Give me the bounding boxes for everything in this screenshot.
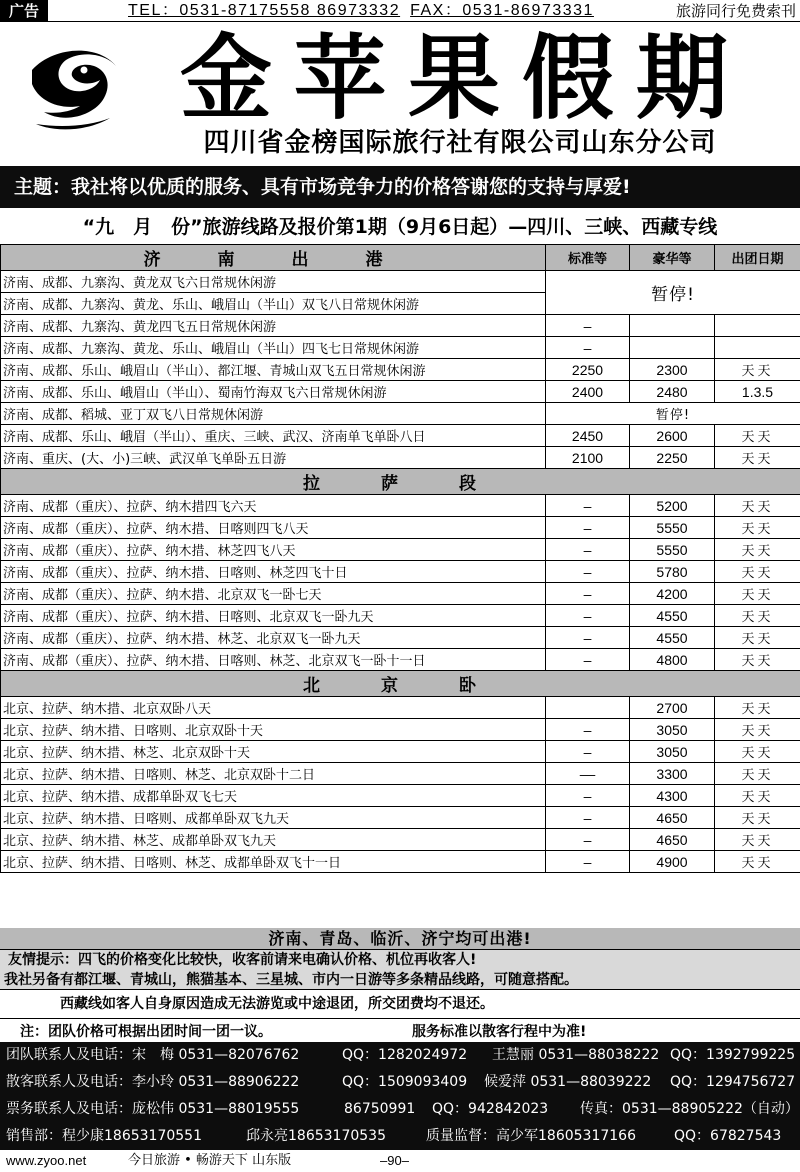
route-name: 济南、成都（重庆）、拉萨、纳木措、林芝四飞八天: [1, 539, 546, 561]
table-row: [1, 495, 800, 517]
price-deluxe: 4200: [630, 583, 715, 605]
price-standard: 2450: [546, 425, 630, 447]
suspended-note: 暂停!: [546, 271, 800, 315]
price-standard: –: [546, 785, 630, 807]
contact-primary: 票务联系人及电话：庞松伟 0531—88019555: [6, 1101, 300, 1117]
route-name: 济南、重庆、(大、小)三峡、武汉单飞单卧五日游: [1, 447, 546, 469]
depart-date: 天天: [715, 649, 800, 671]
table-row: [1, 271, 800, 293]
swan-logo-icon: [24, 40, 124, 136]
group-price-note: 注：团队价格可根据出团时间一团一议。: [20, 1024, 272, 1040]
sales-contact-2: 邱永亮18653170535: [246, 1128, 386, 1144]
depart-date: [715, 337, 800, 359]
section-title: 拉 萨 段: [1, 469, 800, 495]
contact-row-individual: [0, 1069, 800, 1096]
theme-banner: 主题：我社将以优质的服务、具有市场竞争力的价格答谢您的支持与厚爱!: [0, 166, 800, 208]
section-header-beijing: [1, 671, 800, 697]
depart-date: 天天: [715, 627, 800, 649]
section-title: 北 京 卧: [1, 671, 800, 697]
price-standard: –: [546, 649, 630, 671]
route-price-table: [0, 244, 800, 873]
depart-date: 天天: [715, 561, 800, 583]
price-deluxe: 4650: [630, 829, 715, 851]
price-deluxe: 3050: [630, 741, 715, 763]
depart-date: 天天: [715, 741, 800, 763]
page-number: –90–: [380, 1153, 409, 1168]
contact-secondary: 候爱萍 0531—88039222: [484, 1074, 652, 1090]
price-standard: –: [546, 495, 630, 517]
price-deluxe: 2700: [630, 697, 715, 719]
contact-row-group: [0, 1042, 800, 1069]
price-standard: ––: [546, 763, 630, 785]
price-standard: –: [546, 719, 630, 741]
tibet-refund-note: 西藏线如客人自身原因造成无法游览或中途退团，所交团费均不退还。: [60, 996, 494, 1012]
depart-date: 天天: [715, 829, 800, 851]
table-row: [1, 741, 800, 763]
contact-qq: QQ：1392799225: [670, 1047, 796, 1063]
route-name: 济南、成都（重庆）、拉萨、纳木措、日喀则四飞八天: [1, 517, 546, 539]
table-row: [1, 851, 800, 873]
table-row: [1, 763, 800, 785]
price-standard: –: [546, 851, 630, 873]
publication-slogan: 今日旅游 • 畅游天下 山东版: [128, 1153, 292, 1168]
table-row: [1, 605, 800, 627]
contact-phone-alt: 86750991: [344, 1101, 416, 1117]
contact-qq: QQ：1282024972: [342, 1047, 468, 1063]
price-deluxe: 4800: [630, 649, 715, 671]
table-row: [1, 517, 800, 539]
route-name: 济南、成都（重庆）、拉萨、纳木措、日喀则、北京双飞一卧九天: [1, 605, 546, 627]
price-deluxe: 2250: [630, 447, 715, 469]
contact-qq: QQ：942842023: [432, 1101, 549, 1117]
route-name: 北京、拉萨、纳木措、日喀则、林芝、成都单卧双飞十一日: [1, 851, 546, 873]
depart-date: 天天: [715, 719, 800, 741]
table-row: [1, 403, 800, 425]
sales-contact: 销售部：程少康18653170551: [6, 1128, 202, 1144]
contacts-panel: [0, 1042, 800, 1150]
price-deluxe: 3050: [630, 719, 715, 741]
friendly-tip: 友情提示：四飞的价格变化比较快，收客前请来电确认价格、机位再收客人!: [0, 950, 800, 970]
route-name: 北京、拉萨、纳木措、成都单卧双飞七天: [1, 785, 546, 807]
price-deluxe: 4300: [630, 785, 715, 807]
website: www.zyoo.net: [6, 1153, 87, 1168]
route-name: 北京、拉萨、纳木措、日喀则、林芝、北京双卧十二日: [1, 763, 546, 785]
table-row: [1, 649, 800, 671]
depart-date: 天天: [715, 583, 800, 605]
price-deluxe: 2300: [630, 359, 715, 381]
contact-secondary: 王慧丽 0531—88038222: [492, 1047, 660, 1063]
ad-tag: 广告: [0, 0, 48, 22]
table-row: [1, 719, 800, 741]
notes-section: [0, 928, 800, 1044]
route-name: 济南、成都、九寨沟、黄龙、乐山、峨眉山（半山）四飞七日常规休闲游: [1, 337, 546, 359]
table-row: [1, 583, 800, 605]
route-name: 济南、成都、稻城、亚丁双飞八日常规休闲游: [1, 403, 546, 425]
price-standard: –: [546, 561, 630, 583]
route-name: 济南、成都、乐山、峨眉（半山）、重庆、三峡、武汉、济南单飞单卧八日: [1, 425, 546, 447]
contact-fax: 传真：0531—88905222（自动）: [580, 1101, 799, 1117]
table-row: [1, 561, 800, 583]
price-standard: –: [546, 539, 630, 561]
table-row: [1, 337, 800, 359]
price-deluxe: 3300: [630, 763, 715, 785]
contact-primary: 散客联系人及电话：李小玲 0531—88906222: [6, 1074, 300, 1090]
price-standard: –: [546, 605, 630, 627]
price-deluxe: [630, 337, 715, 359]
price-standard: –: [546, 337, 630, 359]
route-name: 济南、成都（重庆）、拉萨、纳木措四飞六天: [1, 495, 546, 517]
route-name: 济南、成都、九寨沟、黄龙四飞五日常规休闲游: [1, 315, 546, 337]
contact-qq: QQ：1294756727: [670, 1074, 796, 1090]
table-row: [1, 359, 800, 381]
price-deluxe: 4550: [630, 605, 715, 627]
price-standard: –: [546, 807, 630, 829]
tel-number: TEL：0531-87175558 86973332: [128, 2, 401, 19]
table-row: [1, 697, 800, 719]
free-catalog-label: 旅游同行免费索刊: [675, 2, 796, 20]
pricing-notes: [0, 1018, 800, 1044]
depart-date: 天天: [715, 539, 800, 561]
price-standard: –: [546, 829, 630, 851]
route-name: 济南、成都（重庆）、拉萨、纳木措、日喀则、林芝四飞十日: [1, 561, 546, 583]
depart-date: 1.3.5: [715, 381, 800, 403]
depart-date: [715, 315, 800, 337]
brand-title: 金苹果假期: [179, 24, 750, 132]
price-deluxe: 5200: [630, 495, 715, 517]
route-name: 济南、成都、九寨沟、黄龙、乐山、峨眉山（半山）双飞八日常规休闲游: [1, 293, 546, 315]
contact-qq: QQ：67827543: [674, 1128, 782, 1144]
price-deluxe: 4900: [630, 851, 715, 873]
contact-qq: QQ：1509093409: [342, 1074, 468, 1090]
price-deluxe: 4650: [630, 807, 715, 829]
price-deluxe: 5550: [630, 517, 715, 539]
table-row: [1, 807, 800, 829]
service-standard-note: 服务标准以散客行程中为准!: [412, 1024, 587, 1040]
depart-date: 天天: [715, 807, 800, 829]
column-header-depart: 出团日期: [715, 245, 800, 271]
route-name: 济南、成都（重庆）、拉萨、纳木措、林芝、北京双飞一卧九天: [1, 627, 546, 649]
column-header-standard: 标准等: [546, 245, 630, 271]
route-name: 北京、拉萨、纳木措、林芝、成都单卧双飞九天: [1, 829, 546, 851]
depart-date: 天天: [715, 447, 800, 469]
price-deluxe: 5780: [630, 561, 715, 583]
price-standard: 2100: [546, 447, 630, 469]
price-standard: –: [546, 315, 630, 337]
depart-date: 天天: [715, 763, 800, 785]
price-deluxe: 2480: [630, 381, 715, 403]
price-standard: –: [546, 517, 630, 539]
price-standard: –: [546, 627, 630, 649]
header: [0, 22, 800, 162]
section-header-lhasa: [1, 469, 800, 495]
route-name: 北京、拉萨、纳木措、林芝、北京双卧十天: [1, 741, 546, 763]
price-deluxe: 5550: [630, 539, 715, 561]
price-deluxe: 4550: [630, 627, 715, 649]
footer: [0, 1150, 800, 1172]
route-name: 北京、拉萨、纳木措、日喀则、北京双卧十天: [1, 719, 546, 741]
depart-date: 天天: [715, 517, 800, 539]
quality-supervision: 质量监督：高少军18605317166: [426, 1128, 636, 1144]
depart-date: 天天: [715, 425, 800, 447]
depart-date: 天天: [715, 495, 800, 517]
table-row: [1, 627, 800, 649]
table-row: [1, 829, 800, 851]
table-row: [1, 425, 800, 447]
price-standard: [546, 697, 630, 719]
price-standard: 2250: [546, 359, 630, 381]
departure-cities-note: 济南、青岛、临沂、济宁均可出港!: [0, 928, 800, 950]
contact-row-sales: [0, 1123, 800, 1150]
table-row: [1, 381, 800, 403]
route-name: 济南、成都（重庆）、拉萨、纳木措、日喀则、林芝、北京双飞一卧十一日: [1, 649, 546, 671]
price-list-subtitle: “九 月 份”旅游线路及报价第1期（9月6日起）—四川、三峡、西藏专线: [82, 216, 718, 238]
price-deluxe: 2600: [630, 425, 715, 447]
route-name: 济南、成都、九寨沟、黄龙双飞六日常规休闲游: [1, 271, 546, 293]
depart-date: 天天: [715, 785, 800, 807]
price-deluxe: [630, 315, 715, 337]
table-row: [1, 315, 800, 337]
depart-date: 天天: [715, 851, 800, 873]
route-name: 北京、拉萨、纳木措、日喀则、成都单卧双飞九天: [1, 807, 546, 829]
table-row: [1, 447, 800, 469]
table-row: [1, 539, 800, 561]
route-name: 北京、拉萨、纳木措、北京双卧八天: [1, 697, 546, 719]
section-title: 济 南 出 港: [1, 245, 546, 271]
extra-routes-note: 我社另备有都江堰、青城山，熊猫基本、三星城、市内一日游等多条精品线路，可随意搭配。: [0, 970, 800, 990]
price-standard: 2400: [546, 381, 630, 403]
section-header-jinan: [1, 245, 800, 271]
suspended-note: 暂停!: [546, 403, 800, 425]
depart-date: 天天: [715, 697, 800, 719]
top-strip: [0, 0, 800, 22]
route-name: 济南、成都、乐山、峨眉山（半山）、都江堰、青城山双飞五日常规休闲游: [1, 359, 546, 381]
fax-number: FAX：0531-86973331: [410, 2, 594, 19]
depart-date: 天天: [715, 359, 800, 381]
phone-line: [128, 0, 594, 22]
price-standard: –: [546, 741, 630, 763]
company-name: 四川省金榜国际旅行社有限公司山东分公司: [203, 128, 717, 158]
route-name: 济南、成都、乐山、峨眉山（半山）、蜀南竹海双飞六日常规休闲游: [1, 381, 546, 403]
route-name: 济南、成都（重庆）、拉萨、纳木措、北京双飞一卧七天: [1, 583, 546, 605]
table-row: [1, 785, 800, 807]
column-header-deluxe: 豪华等: [630, 245, 715, 271]
contact-primary: 团队联系人及电话：宋 梅 0531—82076762: [6, 1047, 300, 1063]
depart-date: 天天: [715, 605, 800, 627]
contact-row-ticketing: [0, 1096, 800, 1123]
price-standard: –: [546, 583, 630, 605]
